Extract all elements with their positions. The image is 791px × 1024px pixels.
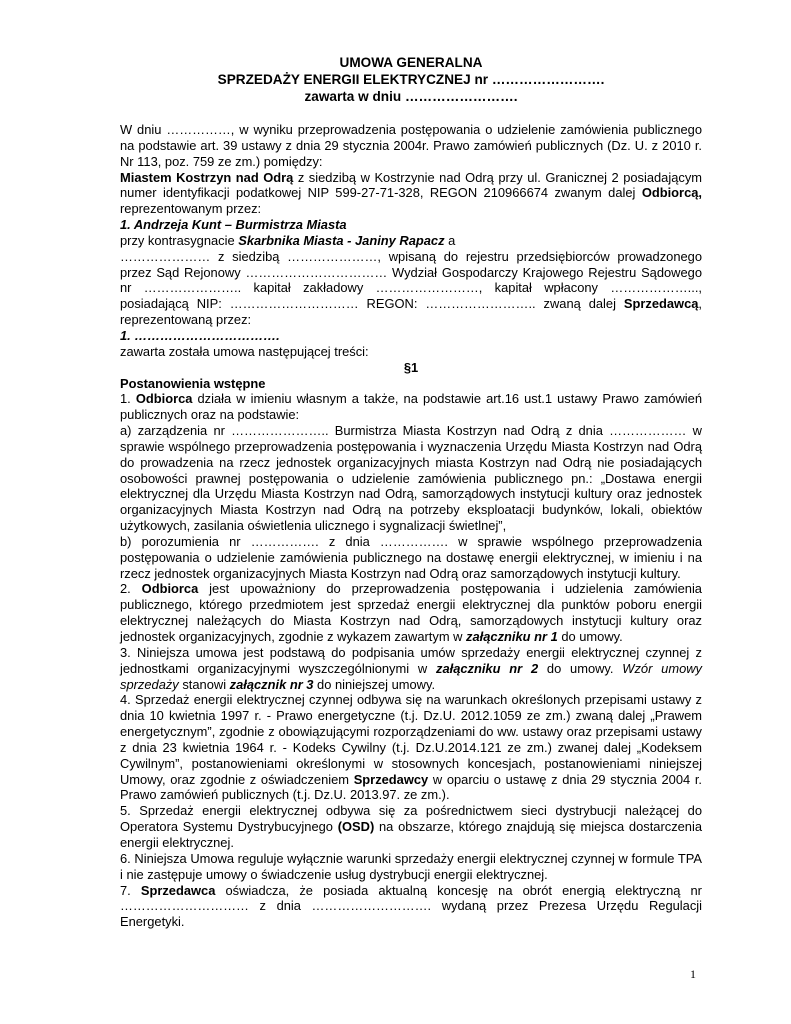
clause-3-mid: do umowy. <box>538 660 623 676</box>
clause-2-end: do umowy. <box>557 629 623 644</box>
title-line-1: UMOWA GENERALNA <box>339 55 483 70</box>
buyer-representative: 1. Andrzeja Kunt – Burmistrza Miasta <box>120 217 347 233</box>
clause-5-bold: (OSD) <box>337 819 375 835</box>
preamble-buyer-paragraph <box>120 170 702 218</box>
clause-4-end: w oparciu o ustawę z dnia 29 stycznia 2004 r. Prawo zamówień publicznych (t.j. Dz.U. 2013.97. ze zm.). <box>120 771 702 803</box>
clause-7-text: oświadcza, że posiada aktualną koncesję na obrót energią elektryczną nr ………………………… z dnia ………………………. wydaną przez Prezesa Urzędu Regulacji Energetyki. <box>120 882 702 930</box>
page-number: 1 <box>690 967 696 981</box>
document-header <box>120 54 702 105</box>
seller-represented: , reprezentowaną przez: <box>120 296 702 328</box>
clause-1-number: 1. <box>120 391 136 407</box>
clause-2-number: 2. <box>120 581 142 597</box>
clause-7 <box>120 883 702 931</box>
clause-5-end: na obszarze, którego znajdują się miejsca dostarczenia energii elektrycznej. <box>120 819 703 850</box>
clause-2-attachment: załączniku nr 1 <box>466 629 558 644</box>
title-line-3: zawarta w dniu ……………………. <box>304 89 518 104</box>
countersign-end: a <box>444 232 456 248</box>
seller-alias: Sprzedawcą <box>623 296 699 312</box>
clause-7-number: 7. <box>120 882 141 898</box>
buyer-alias: Odbiorcą, <box>641 185 702 201</box>
buyer-details: z siedzibą w Kostrzynie nad Odrą przy ul. Granicznej 2 posiadającym numer identyfikacji podatkowej NIP 599-27-71-328, REGON 210966674 zwanym dalej <box>120 169 703 201</box>
clause-6: 6. Niniejsza Umowa reguluje wyłącznie warunki sprzedaży energii elektrycznej czynnej w formule TPA i nie zastępuje umowy o świadczenie usług dystrybucji energii elektrycznej. <box>120 850 702 882</box>
buyer-name: Miastem Kostrzyn nad Odrą <box>120 169 294 185</box>
clause-1a: a) zarządzenia nr ………………….. Burmistrza Miasta Kostrzyn nad Odrą z dnia ……………… w sprawie wspólnego przeprowadzenia postępowania i wyznaczenia Urzędu Miasta Kostrzyn nad Odrą do prowadzenia na rzecz jednostek organizacyjnych miasta Kostrzyn nad Odrą nie posiadających osobowości prawnej postępowania o udzielenie zamówienia publicznego pn.: „Dostawa energii elektrycznej dla Urzędu Miasta Kostrzyn nad Odrą, samorządowych instytucji kultury oraz jednostek organizacyjnych Miasta Kostrzyn nad Odrą na potrzeby eksploatacji budynków, lokali, obiektów użytkowych, zasilania oświetlenia ulicznego i sygnalizacji świetlnej”, <box>120 423 702 534</box>
clause-1-bold: Odbiorca <box>135 391 193 407</box>
countersign-name: Skarbnika Miasta - Janiny Rapacz <box>238 232 445 248</box>
clause-3-attachment: załączniku nr 2 <box>436 660 539 676</box>
clause-3-end: do niniejszej umowy. <box>313 676 436 692</box>
clause-2-text: jest upoważniony do przeprowadzenia postępowania i udzielenia zamówienia publicznego, którego przedmiotem jest sprzedaż energii elektrycznej dla punktów poboru energii elektrycznej należących do Miasta Kostrzyn nad Odrą, samorządowych instytucji kultury oraz jednostek organizacyjnych, zgodnie z wykazem zawartym w <box>120 581 702 644</box>
section-title: Postanowienia wstępne <box>120 375 266 391</box>
clause-4-bold: Sprzedawcy <box>353 771 429 787</box>
clause-1 <box>120 391 702 423</box>
clause-5 <box>120 803 702 851</box>
clause-3 <box>120 645 702 693</box>
seller-details: ………………… z siedzibą …………………, wpisaną do rejestru przedsiębiorców prowadzonego przez Sąd Rejonowy …………………………… Wydział Gospodarczy Krajowego Rejestru Sądowego nr ………………….. kapitał zakładowy ……………………, kapitał wpłacony ………………..., posiadającą NIP: ………………………… REGON: …………………….. zwaną dalej <box>120 248 702 312</box>
section-symbol: §1 <box>403 359 419 375</box>
buyer-represented: reprezentowanym przez: <box>120 201 262 217</box>
clause-3-italic: Wzór umowy sprzedaży <box>120 660 702 692</box>
countersignature-line <box>120 233 702 249</box>
seller-paragraph <box>120 249 702 328</box>
clause-3-text: 3. Niniejsza umowa jest podstawą do podpisania umów sprzedaży energii elektrycznej czynnej z jednostkami organizacyjnymi wyszczególnionymi w <box>120 644 702 676</box>
countersign-text: przy kontrasygnacie <box>120 232 239 248</box>
clause-4 <box>120 692 702 803</box>
clause-5-text: 5. Sprzedaż energii elektrycznej odbywa się za pośrednictwem sieci dystrybucji należącej do Operatora Systemu Dystrybucyjnego <box>120 803 702 835</box>
seller-representative: 1. ……………………………. <box>120 327 280 343</box>
clause-2 <box>120 581 702 644</box>
title-line-2: SPRZEDAŻY ENERGII ELEKTRYCZNEJ nr ……………………. <box>217 72 605 87</box>
clause-4-text: 4. Sprzedaż energii elektrycznej czynnej odbywa się na warunkach określonych przepisami ustawy z dnia 10 kwietnia 1997 r. - Prawo energetyczne (t.j. Dz.U. 2012.1059 ze zm.) zwaną dalej „Prawem energetycznym”, zgodnie z obowiązującymi rozporządzeniami do ww. ustawy oraz przepisami ustawy z dnia 23 kwietnia 1964 r. - Kodeks Cywilny (t.j. Dz.U.2014.121 ze zm.) zwanej dalej „Kodeksem Cywilnym”, postanowieniami określonymi w stosownych koncesjach, postanowieniami niniejszej Umowy, oraz zgodnie z oświadczeniem <box>120 692 702 787</box>
clause-3-attachment-2: załącznik nr 3 <box>229 676 314 692</box>
preamble-closing: zawarta została umowa następującej treści: <box>120 343 369 359</box>
clause-1-text: działa w imieniu własnym a także, na podstawie art.16 ust.1 ustawy Prawo zamówień publicznych oraz na podstawie: <box>120 391 702 423</box>
document-body <box>120 122 702 930</box>
clause-3-mid2: stanowi <box>178 676 230 692</box>
clause-7-bold: Sprzedawca <box>140 882 216 898</box>
clause-1b: b) porozumienia nr ……………. z dnia ……………. w sprawie wspólnego przeprowadzenia postępowania o udzielenie zamówienia publicznego na dostawę energii elektrycznej, w imieniu i na rzecz jednostek organizacyjnych Miasta Kostrzyn nad Odrą oraz samorządowych instytucji kultury. <box>120 533 702 581</box>
clause-2-bold: Odbiorca <box>141 581 199 597</box>
preamble-paragraph-1: W dniu ……………, w wyniku przeprowadzenia postępowania o udzielenie zamówienia publicznego na podstawie art. 39 ustawy z dnia 29 stycznia 2004r. Prawo zamówień publicznych (Dz. U. z 2010 r. Nr 113, poz. 759 ze zm.) pomiędzy: <box>120 122 702 169</box>
